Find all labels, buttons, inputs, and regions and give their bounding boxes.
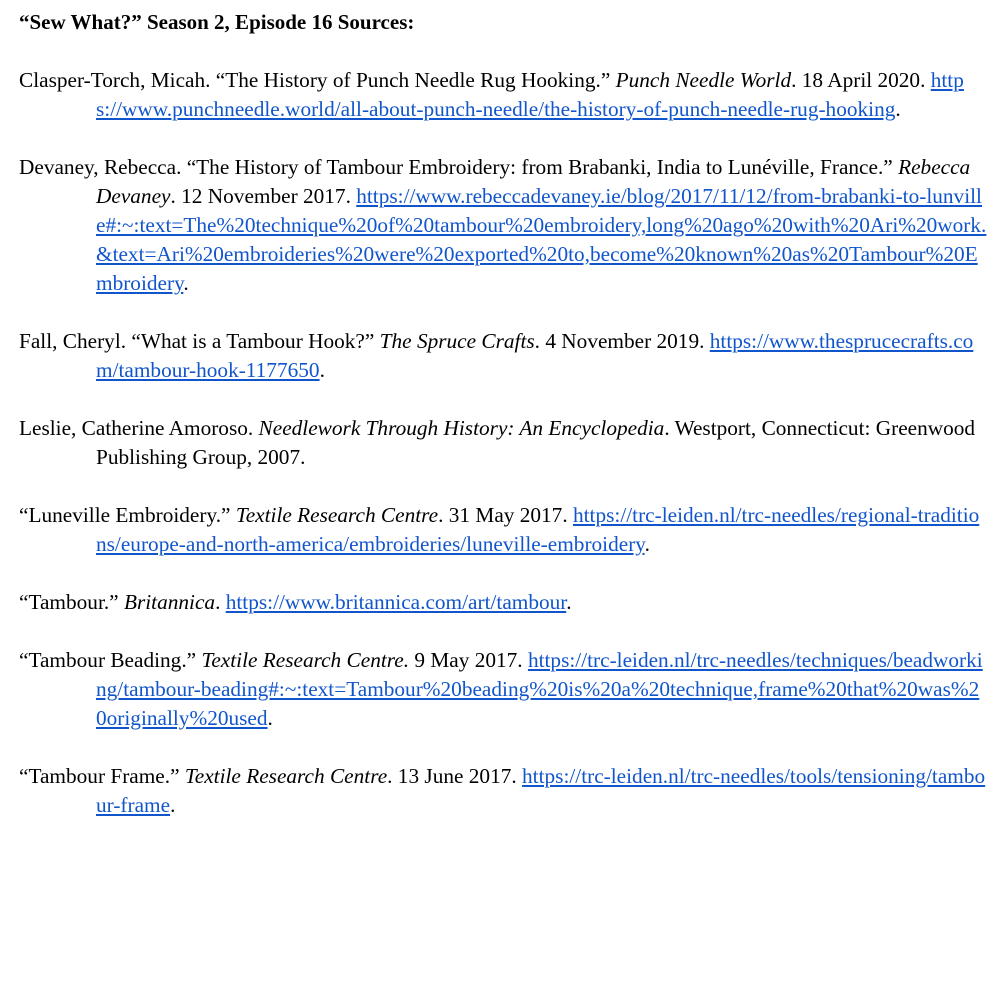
citation-source: The Spruce Crafts	[379, 329, 535, 353]
citation-end: .	[566, 590, 572, 614]
citation-date: .	[215, 590, 226, 614]
citation-source: Textile Research Centre	[184, 764, 388, 788]
citation-entry	[19, 327, 988, 385]
citation-author-title: Fall, Cheryl. “What is a Tambour Hook?”	[19, 329, 380, 353]
citation-date: . 31 May 2017.	[438, 503, 573, 527]
citation-date: . 12 November 2017.	[170, 184, 357, 208]
citation-link[interactable]: https://www.britannica.com/art/tambour	[225, 590, 567, 614]
citation-date: . 4 November 2019.	[534, 329, 710, 353]
citation-author-title: “Tambour Frame.”	[19, 764, 185, 788]
citation-date: . 13 June 2017.	[387, 764, 523, 788]
citation-entry	[19, 414, 988, 472]
citation-end: .	[319, 358, 325, 382]
citation-end: .	[267, 706, 273, 730]
citation-entry	[19, 66, 988, 124]
citation-source: Punch Needle World	[615, 68, 792, 92]
citation-author-title: “Tambour Beading.”	[19, 648, 202, 672]
citation-author-title: “Tambour.”	[19, 590, 124, 614]
citation-link[interactable]: https://trc-leiden.nl/trc-needles/tools/tensioning/tambour-frame	[96, 764, 986, 817]
citation-author-title: Leslie, Catherine Amoroso.	[19, 416, 259, 440]
citation-source: Textile Research Centre.	[201, 648, 410, 672]
citation-end: .	[644, 532, 650, 556]
citation-end: .	[183, 271, 189, 295]
citation-date: . 18 April 2020.	[791, 68, 931, 92]
page-title: “Sew What?” Season 2, Episode 16 Sources:	[19, 10, 415, 34]
citation-source: Textile Research Centre	[235, 503, 439, 527]
citation-source: Rebecca Devaney	[96, 155, 971, 208]
citation-end: .	[895, 97, 901, 121]
citation-end: .	[170, 793, 176, 817]
citation-author-title: Clasper-Torch, Micah. “The History of Punch Needle Rug Hooking.”	[19, 68, 616, 92]
citation-link[interactable]: https://www.rebeccadevaney.ie/blog/2017/11/12/from-brabanki-to-lunville#:~:text=The%20technique%20of%20tambour%20embroidery,long%20ago%20with%20Ari%20work.&text=Ari%20embroideries%20were%20exported%20to,become%20known%20as%20Tambour%20Embroidery	[96, 184, 987, 295]
citation-source: Needlework Through History: An Encyclopedia	[258, 416, 665, 440]
citation-publisher: . Westport, Connecticut: Greenwood Publishing Group, 2007.	[96, 416, 976, 469]
citation-entry	[19, 501, 988, 559]
citation-entry	[19, 646, 988, 733]
citation-entry	[19, 762, 988, 820]
citation-link[interactable]: https://trc-leiden.nl/trc-needles/regional-traditions/europe-and-north-america/embroideries/luneville-embroidery	[96, 503, 980, 556]
citation-source: Britannica	[123, 590, 216, 614]
citation-link[interactable]: https://www.punchneedle.world/all-about-punch-needle/the-history-of-punch-needle-rug-hooking	[96, 68, 964, 121]
citation-author-title: Devaney, Rebecca. “The History of Tambour Embroidery: from Brabanki, India to Lunéville, France.”	[19, 155, 899, 179]
citation-link[interactable]: https://trc-leiden.nl/trc-needles/techniques/beadworking/tambour-beading#:~:text=Tambour%20beading%20is%20a%20technique,frame%20that%20was%20originally%20used	[96, 648, 983, 730]
citation-entry	[19, 153, 988, 298]
citation-date: 9 May 2017.	[409, 648, 528, 672]
citation-author-title: “Luneville Embroidery.”	[19, 503, 236, 527]
citation-link[interactable]: https://www.thesprucecrafts.com/tambour-hook-1177650	[96, 329, 974, 382]
citation-entry	[19, 588, 988, 617]
